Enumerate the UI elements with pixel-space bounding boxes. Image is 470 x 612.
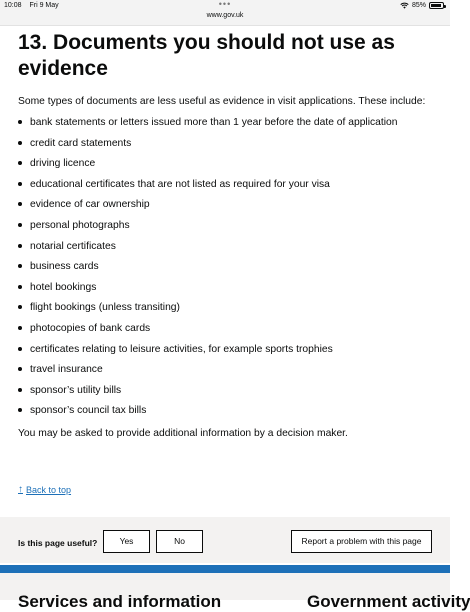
back-to-top-label: Back to top	[26, 484, 72, 495]
address-bar-url[interactable]: www.gov.uk	[206, 12, 244, 19]
arrow-up-icon: ↑	[18, 484, 23, 495]
no-button[interactable]: No	[156, 530, 203, 553]
footer-top-border	[0, 565, 450, 573]
list-item: personal photographs	[18, 218, 438, 239]
intro-text: Some types of documents are less useful as evidence in visit applications. These include:	[18, 96, 426, 107]
multitask-dots-icon[interactable]: •••	[218, 0, 232, 9]
list-item: notarial certificates	[18, 239, 438, 260]
feedback-question: Is this page useful?	[18, 538, 98, 548]
report-problem-button[interactable]: Report a problem with this page	[291, 530, 432, 553]
list-item: sponsor’s council tax bills	[18, 403, 438, 424]
list-item: photocopies of bank cards	[18, 321, 438, 342]
status-date: Fri 9 May	[29, 2, 59, 9]
footer-heading-government: Government activity	[307, 592, 470, 611]
list-item: sponsor’s utility bills	[18, 383, 438, 404]
main-content	[18, 30, 438, 441]
back-to-top-link[interactable]	[18, 484, 71, 495]
list-item: bank statements or letters issued more than 1 year before the date of application	[18, 115, 438, 136]
list-item: travel insurance	[18, 362, 438, 383]
list-item: driving licence	[18, 156, 438, 177]
browser-status-bar	[0, 0, 450, 26]
list-item: flight bookings (unless transiting)	[18, 300, 438, 321]
documents-list	[18, 115, 438, 424]
list-item: credit card statements	[18, 136, 438, 157]
yes-button[interactable]: Yes	[103, 530, 150, 553]
page-title: 13. Documents you should not use as evidence	[18, 31, 395, 80]
list-item: evidence of car ownership	[18, 197, 438, 218]
list-item: hotel bookings	[18, 280, 438, 301]
wifi-icon	[400, 2, 409, 9]
battery-icon	[429, 2, 444, 9]
battery-percent: 85%	[411, 2, 426, 9]
list-item: educational certificates that are not listed as required for your visa	[18, 177, 438, 198]
footer-heading-services: Services and information	[18, 592, 222, 611]
status-indicators	[400, 2, 444, 9]
list-item: certificates relating to leisure activities, for example sports trophies	[18, 342, 438, 363]
footer	[0, 573, 470, 611]
list-item: business cards	[18, 259, 438, 280]
additional-info-text: You may be asked to provide additional information by a decision maker.	[18, 427, 348, 439]
status-time: 10:08	[4, 2, 22, 9]
feedback-panel	[0, 517, 450, 563]
